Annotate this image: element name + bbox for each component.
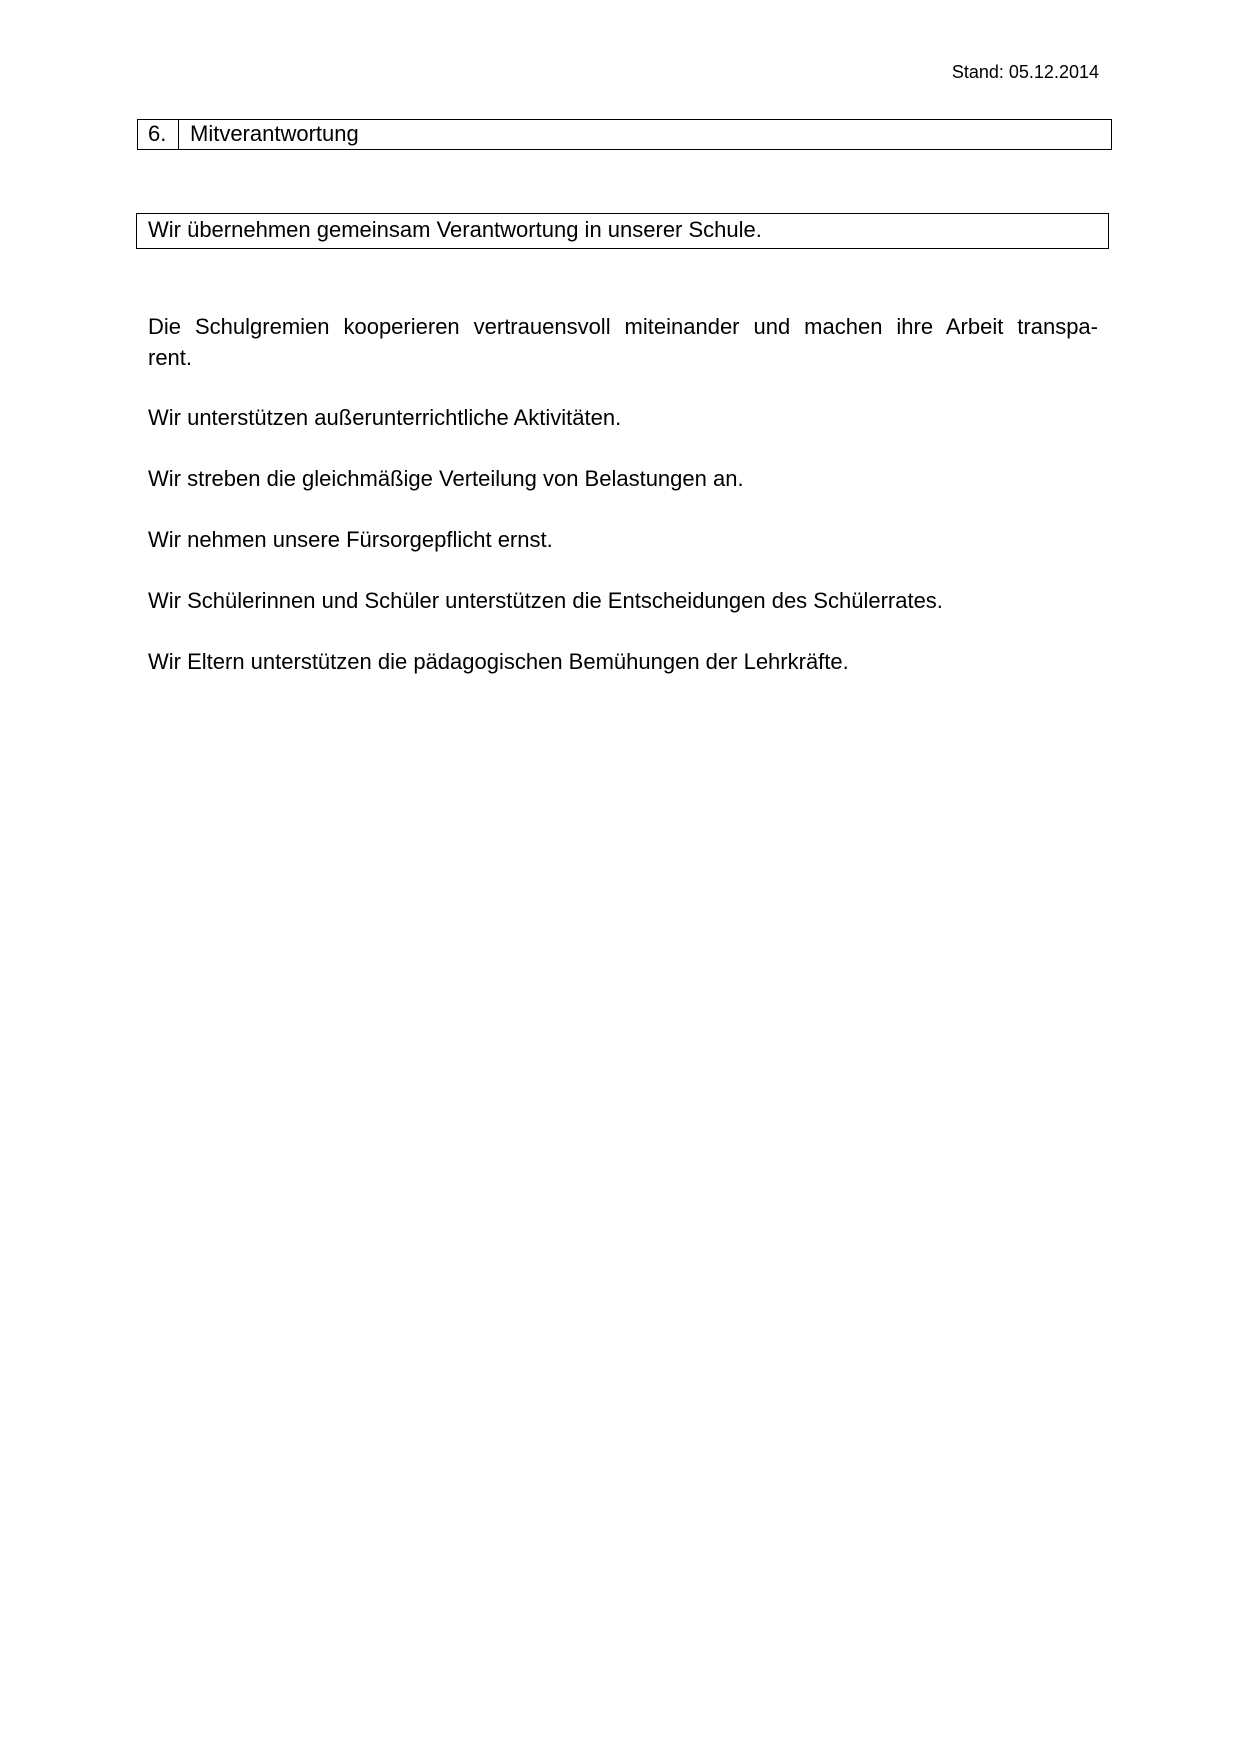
paragraph: Wir unterstützen außerunterrichtliche Aktivitäten. [148,405,622,430]
motto-box: Wir übernehmen gemeinsam Verantwortung in unserer Schule. [136,213,1109,249]
section-title: Mitverantwortung [190,121,359,146]
paragraph: Die Schulgremien kooperieren vertrauensvoll miteinander und machen ihre Arbeit transpa- rent. [148,314,1098,370]
body-text [148,311,1098,707]
paragraph: Wir nehmen unsere Fürsorgepflicht ernst. [148,527,553,552]
paragraph: Wir Schülerinnen und Schüler unterstützen die Entscheidungen des Schülerrates. [148,588,943,613]
section-number: 6. [138,120,179,149]
date-stamp: Stand: 05.12.2014 [951,62,1099,82]
paragraph: Wir streben die gleichmäßige Verteilung von Belastungen an. [148,466,744,491]
paragraph: Wir Eltern unterstützen die pädagogischen Bemühungen der Lehrkräfte. [148,649,849,674]
section-heading-table [137,119,1112,150]
